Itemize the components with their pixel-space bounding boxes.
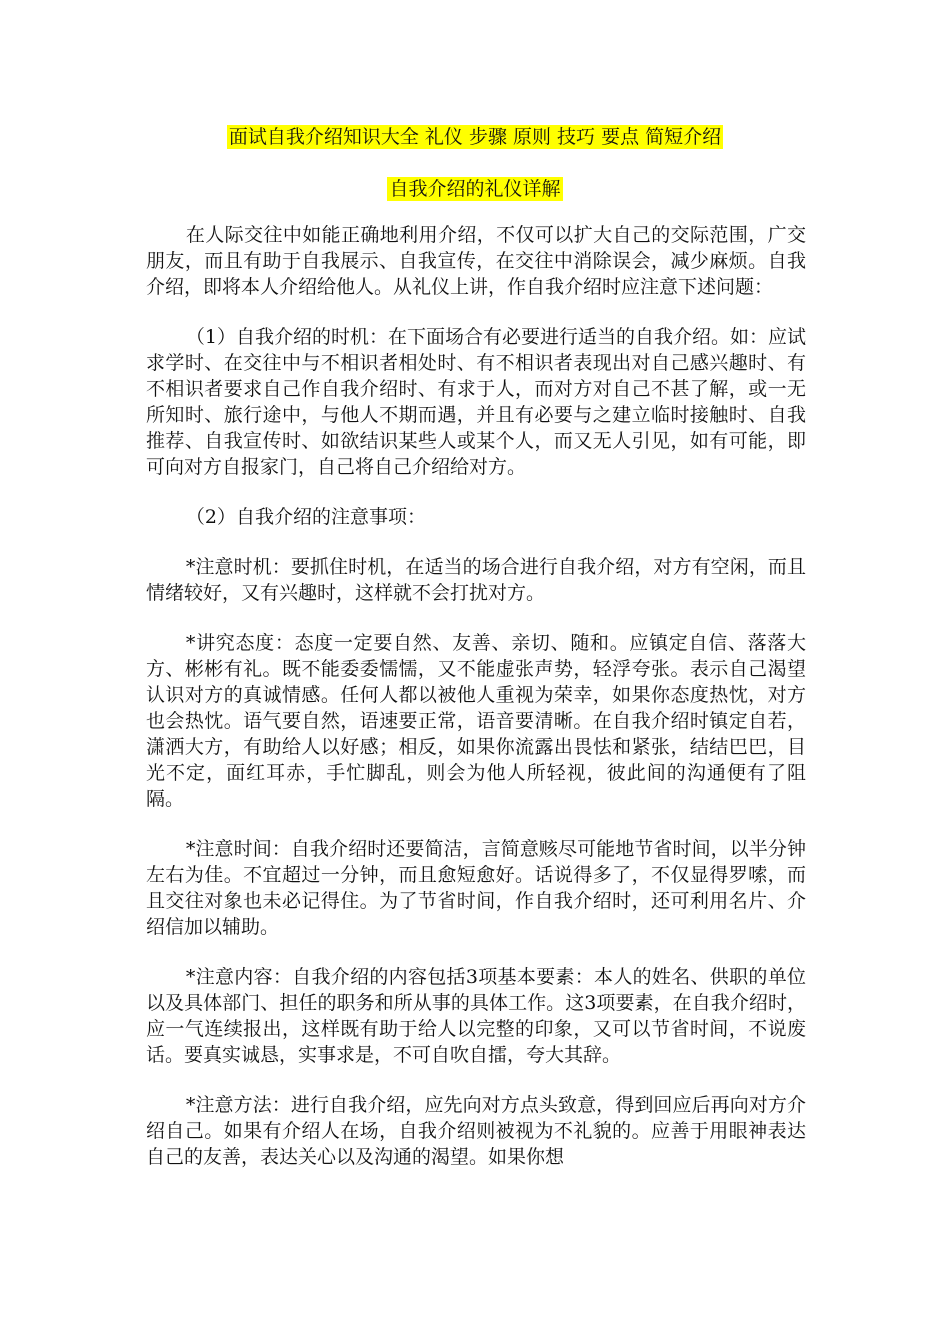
paragraph-timing: （1）自我介绍的时机：在下面场合有必要进行适当的自我介绍。如：应试求学时、在交往中与不相识者相处时、有不相识者表现出对自己感兴趣时、有不相识者要求自己作自我介绍时、有求于人，而对方对自己不甚了解，或一无所知时、旅行途中，与他人不期而遇，并且有必要与之建立临时接触时、自我推荐、自我宣传时、如欲结识某些人或某个人，而又无人引见，如有可能，即可向对方自报家门，自己将自己介绍给对方。 [146, 326, 806, 478]
document-subtitle [0, 176, 950, 202]
document-body [146, 222, 806, 1194]
paragraph-note-time: *注意时间：自我介绍时还要简洁，言简意赅尽可能地节省时间，以半分钟左右为佳。不宜超过一分钟，而且愈短愈好。话说得多了，不仅显得罗嗦，而且交往对象也未必记得住。为了节省时间，作自我介绍时，还可利用名片、介绍信加以辅助。 [146, 838, 806, 938]
paragraph-intro: 在人际交往中如能正确地利用介绍，不仅可以扩大自己的交际范围，广交朋友，而且有助于自我展示、自我宣传，在交往中消除误会，减少麻烦。自我介绍，即将本人介绍给他人。从礼仪上讲，作自我介绍时应注意下述问题： [146, 224, 806, 298]
paragraph-note-timing: *注意时机：要抓住时机，在适当的场合进行自我介绍，对方有空闲，而且情绪较好，又有兴趣时，这样就不会打扰对方。 [146, 556, 806, 604]
document-title-text: 面试自我介绍知识大全 礼仪 步骤 原则 技巧 要点 简短介绍 [228, 126, 722, 148]
document-title [0, 124, 950, 150]
paragraph-notes-heading: （2）自我介绍的注意事项： [185, 506, 426, 528]
paragraph-note-content: *注意内容：自我介绍的内容包括3项基本要素：本人的姓名、供职的单位以及具体部门、担任的职务和所从事的具体工作。这3项要素，在自我介绍时，应一气连续报出，这样既有助于给人以完整的印象，又可以节省时间，不说废话。要真实诚恳，实事求是，不可自吹自擂，夸大其辞。 [146, 966, 806, 1066]
paragraph-note-method: *注意方法：进行自我介绍，应先向对方点头致意，得到回应后再向对方介绍自己。如果有介绍人在场，自我介绍则被视为不礼貌的。应善于用眼神表达自己的友善，表达关心以及沟通的渴望。如果你想 [146, 1094, 806, 1168]
document-subtitle-text: 自我介绍的礼仪详解 [389, 178, 561, 200]
paragraph-note-attitude: *讲究态度：态度一定要自然、友善、亲切、随和。应镇定自信、落落大方、彬彬有礼。既不能委委懦懦，又不能虚张声势，轻浮夸张。表示自己渴望认识对方的真诚情感。任何人都以被他人重视为荣幸，如果你态度热忱，对方也会热忱。语气要自然，语速要正常，语音要清晰。在自我介绍时镇定自若，潇洒大方，有助给人以好感；相反，如果你流露出畏怯和紧张，结结巴巴，目光不定，面红耳赤，手忙脚乱，则会为他人所轻视，彼此间的沟通便有了阻隔。 [146, 632, 806, 810]
